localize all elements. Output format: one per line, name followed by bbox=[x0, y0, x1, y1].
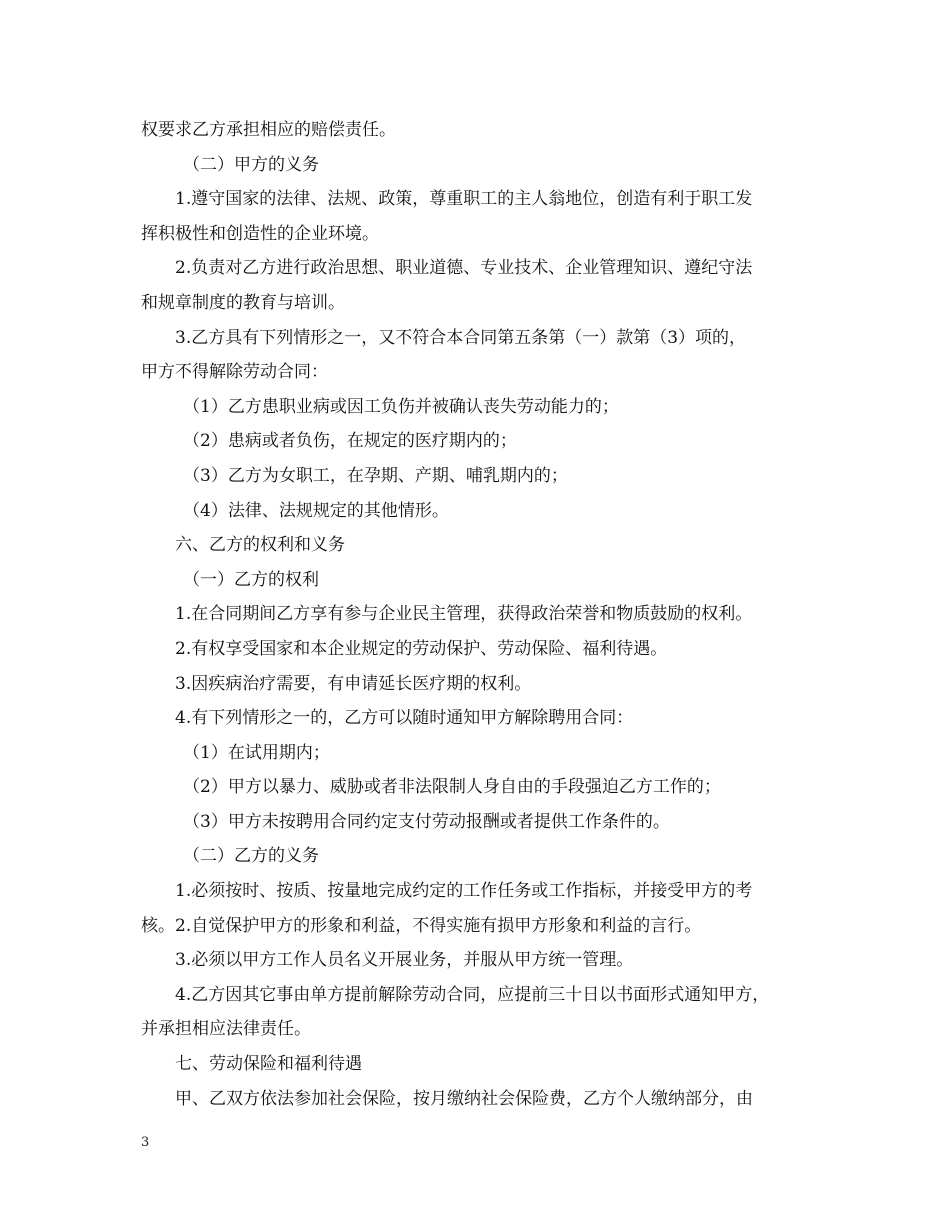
text-line: 1.在合同期间乙方享有参与企业民主管理，获得政治荣誉和物质鼓励的权利。 bbox=[175, 604, 753, 625]
text-line: 挥积极性和创造性的企业环境。 bbox=[141, 223, 379, 244]
text-line: （2）患病或者负伤，在规定的医疗期内的； bbox=[183, 431, 517, 452]
text-line: 3.必须以甲方工作人员名义开展业务，并服从甲方统一管理。 bbox=[175, 950, 634, 971]
text-line: （1）在试用期内； bbox=[183, 742, 330, 763]
text-line: 甲、乙双方依法参加社会保险，按月缴纳社会保险费，乙方个人缴纳部分，由 bbox=[175, 1088, 753, 1109]
text-line: 4.有下列情形之一的，乙方可以随时通知甲方解除聘用合同： bbox=[175, 708, 634, 729]
text-line: （4）法律、法规规定的其他情形。 bbox=[183, 500, 449, 521]
page-number: 3 bbox=[141, 1135, 150, 1150]
text-line: 权要求乙方承担相应的赔偿责任。 bbox=[141, 120, 396, 140]
text-line: 1.必须按时、按质、按量地完成约定的工作任务或工作指标，并接受甲方的考 bbox=[175, 881, 753, 902]
text-line: 3.因疾病治疗需要，有申请延长医疗期的权利。 bbox=[175, 673, 532, 694]
text-line: （1）乙方患职业病或因工负伤并被确认丧失劳动能力的； bbox=[183, 396, 619, 417]
text-line: 甲方不得解除劳动合同： bbox=[141, 362, 328, 383]
text-line: （3）乙方为女职工，在孕期、产期、哺乳期内的； bbox=[183, 465, 568, 486]
text-line: 和规章制度的教育与培训。 bbox=[141, 292, 345, 313]
document-body bbox=[141, 113, 831, 1116]
text-line: 2.负责对乙方进行政治思想、职业道德、专业技术、企业管理知识、遵纪守法 bbox=[175, 258, 753, 279]
text-line: 并承担相应法律责任。 bbox=[141, 1019, 311, 1040]
text-line: （二）乙方的义务 bbox=[183, 846, 319, 867]
text-line: 1.遵守国家的法律、法规、政策，尊重职工的主人翁地位，创造有利于职工发 bbox=[175, 189, 753, 210]
text-line: 核。2.自觉保护甲方的形象和利益，不得实施有损甲方形象和利益的言行。 bbox=[141, 915, 702, 936]
text-line: （二）甲方的义务 bbox=[183, 154, 319, 175]
text-line: 六、乙方的权利和义务 bbox=[175, 535, 345, 556]
text-line: （一）乙方的权利 bbox=[183, 569, 319, 590]
text-line: 4.乙方因其它事由单方提前解除劳动合同，应提前三十日以书面形式通知甲方， bbox=[175, 984, 770, 1005]
text-line: （2）甲方以暴力、威胁或者非法限制人身自由的手段强迫乙方工作的； bbox=[183, 777, 721, 798]
text-line: 七、劳动保险和福利待遇 bbox=[175, 1054, 362, 1075]
text-line: 3.乙方具有下列情形之一，又不符合本合同第五条第（一）款第（3）项的， bbox=[175, 327, 747, 348]
text-line: （3）甲方未按聘用合同约定支付劳动报酬或者提供工作条件的。 bbox=[183, 811, 670, 832]
text-line: 2.有权享受国家和本企业规定的劳动保护、劳动保险、福利待遇。 bbox=[175, 638, 668, 659]
